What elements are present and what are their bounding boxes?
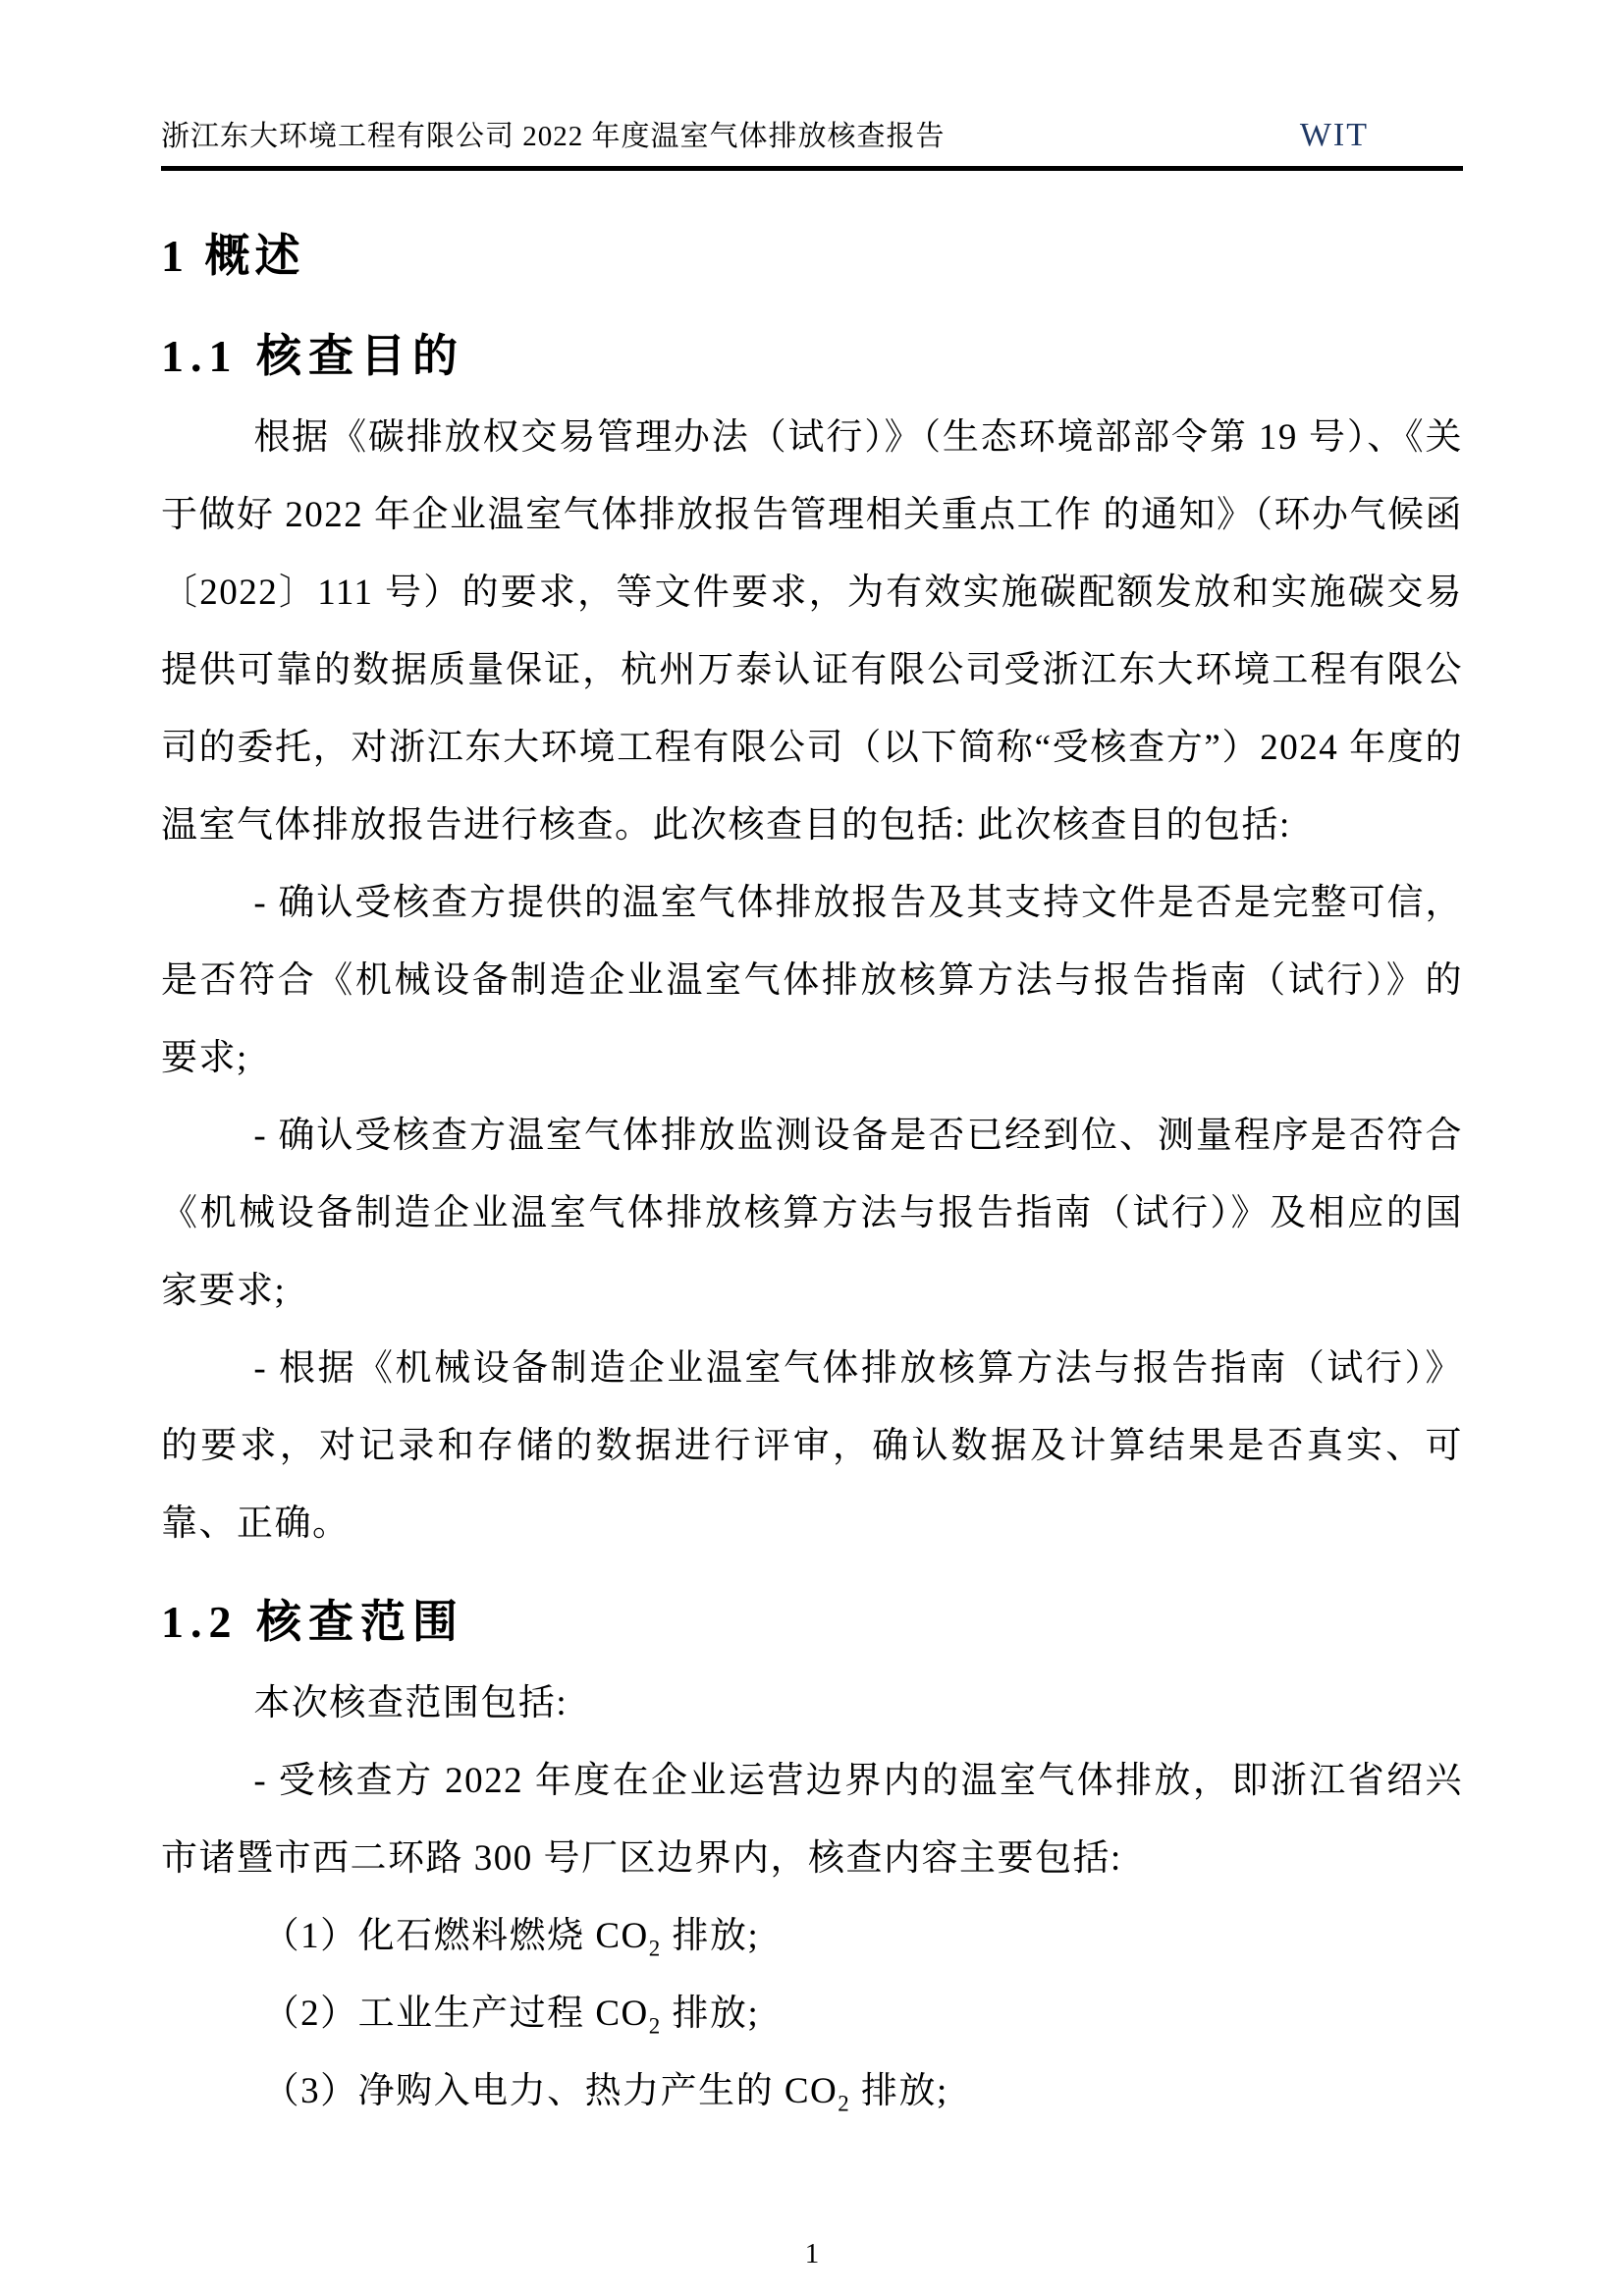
scope-item-text: 排放; <box>661 1994 760 2034</box>
paragraph-scope-intro: 本次核查范围包括: <box>253 1683 568 1723</box>
section-heading-verification-scope: 1.2 核查范围 <box>161 1597 464 1647</box>
scope-item-industrial-process-co2 <box>161 1975 1463 2052</box>
scope-item-text: （2）工业生产过程 CO <box>262 1994 649 2034</box>
scope-item-text: 排放; <box>661 1916 760 1956</box>
co2-subscript: 2 <box>838 2091 851 2116</box>
paragraph-purpose-item-2: - 确认受核查方温室气体排放监测设备是否已经到位、测量程序是否符合《机械设备制造企业温室气体排放核算方法与报告指南（试行）》及相应的国家要求; <box>161 1116 1463 1311</box>
scope-item-text: （3）净购入电力、热力产生的 CO <box>262 2071 839 2111</box>
page-header <box>161 114 1463 171</box>
header-document-title: 浙江东大环境工程有限公司 2022 年度温室气体排放核查报告 <box>161 121 946 152</box>
scope-item-text: （1）化石燃料燃烧 CO <box>262 1916 649 1956</box>
paragraph-verification-basis: 根据《碳排放权交易管理办法（试行）》（生态环境部部令第 19 号）、《关于做好 2022 年企业温室气体排放报告管理相关重点工作 的通知》（环办气候函〔2022〕111 号）的要求，等文件要求，为有效实施碳配额发放和实施碳交易提供可靠的数据质量保证，杭州万泰认证有限公司受浙江东大环境工程有限公司的委托，对浙江东大环境工程有限公司（以下简称“受核查方”）2024 年度的温室气体排放报告进行核查。此次核查目的包括: 此次核查目的包括: <box>161 417 1463 846</box>
scope-item-fossil-fuel-co2 <box>161 1897 1463 1975</box>
co2-subscript: 2 <box>648 2013 662 2039</box>
scope-item-purchased-electricity-heat-co2 <box>161 2052 1463 2130</box>
paragraph-purpose-item-3: - 根据《机械设备制造企业温室气体排放核算方法与报告指南（试行）》的要求，对记录和存储的数据进行评审，确认数据及计算结果是否真实、可靠、正确。 <box>161 1348 1463 1544</box>
header-logo-wit: WIT <box>1299 117 1369 153</box>
section-heading-verification-purpose: 1.1 核查目的 <box>161 331 464 381</box>
page-number: 1 <box>804 2238 820 2269</box>
paragraph-scope-boundary: - 受核查方 2022 年度在企业运营边界内的温室气体排放，即浙江省绍兴市诸暨市西二环路 300 号厂区边界内，核查内容主要包括: <box>161 1761 1463 1879</box>
scope-item-text: 排放; <box>850 2071 948 2111</box>
paragraph-purpose-item-1: - 确认受核查方提供的温室气体排放报告及其支持文件是否是完整可信，是否符合《机械设备制造企业温室气体排放核算方法与报告指南（试行）》的要求; <box>161 883 1463 1078</box>
co2-subscript: 2 <box>648 1936 662 1961</box>
section-heading-overview: 1 概述 <box>161 231 305 281</box>
